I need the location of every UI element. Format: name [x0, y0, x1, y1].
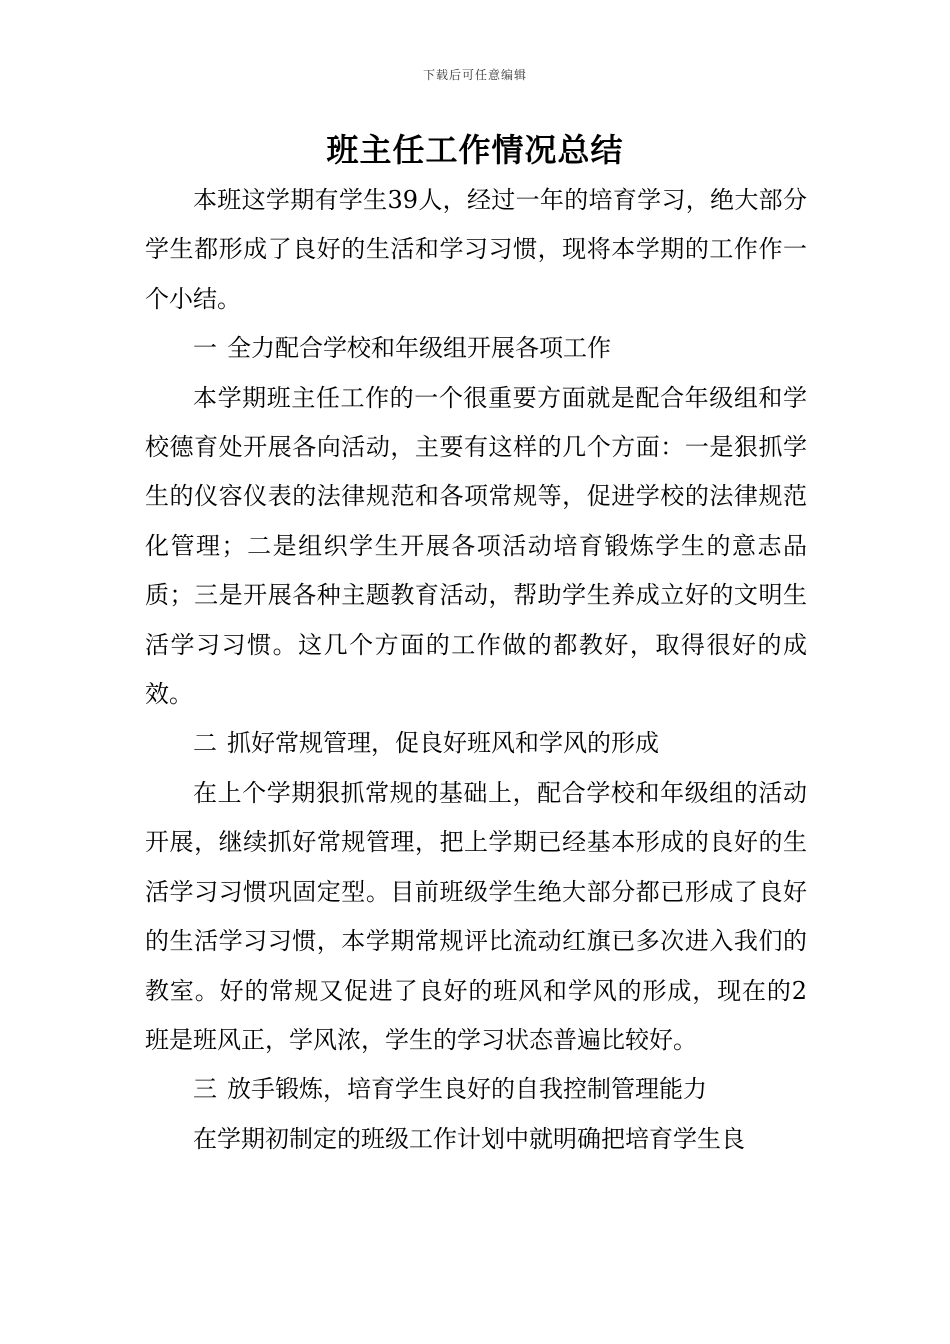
section-heading-text: 抓好常规管理，促良好班风和学风的形成 — [227, 729, 659, 758]
section-heading-3 — [145, 1065, 807, 1114]
section-heading-1 — [145, 324, 807, 373]
section-heading-text: 全力配合学校和年级组开展各项工作 — [227, 334, 611, 363]
header-note: 下载后可任意编辑 — [422, 68, 527, 82]
section-heading-text: 放手锻炼，培育学生良好的自我控制管理能力 — [227, 1075, 707, 1104]
section-paragraph-3: 在学期初制定的班级工作计划中就明确把培育学生良 — [193, 1124, 745, 1153]
section-paragraph-1: 本学期班主任工作的一个很重要方面就是配合年级组和学校德育处开展各向活动，主要有这样的几个方面：一是狠抓学生的仪容仪表的法律规范和各项常规等，促进学校的法律规范化管理；二是组织学生开展各项活动培育锻炼学生的意志品质；三是开展各种主题教育活动，帮助学生养成立好的文明生活学习习惯。这几个方面的工作做的都教好，取得很好的成效。 — [145, 383, 807, 709]
intro-paragraph: 本班这学期有学生39人，经过一年的培育学习，绝大部分学生都形成了良好的生活和学习习惯，现将本学期的工作作一个小结。 — [145, 186, 807, 313]
document-title: 班主任工作情况总结 — [326, 131, 624, 169]
document-body — [145, 176, 807, 1164]
section-number: 一 — [193, 334, 217, 363]
section-paragraph-2: 在上个学期狠抓常规的基础上，配合学校和年级组的活动开展，继续抓好常规管理，把上学期已经基本形成的良好的生活学习习惯巩固定型。目前班级学生绝大部分都已形成了良好的生活学习习惯，本学期常规评比流动红旗已多次进入我们的教室。好的常规又促进了良好的班风和学风的形成，现在的2班是班风正，学风浓，学生的学习状态普遍比较好。 — [145, 778, 807, 1054]
section-number: 三 — [193, 1075, 217, 1104]
section-heading-2 — [145, 719, 807, 768]
section-number: 二 — [193, 729, 217, 758]
